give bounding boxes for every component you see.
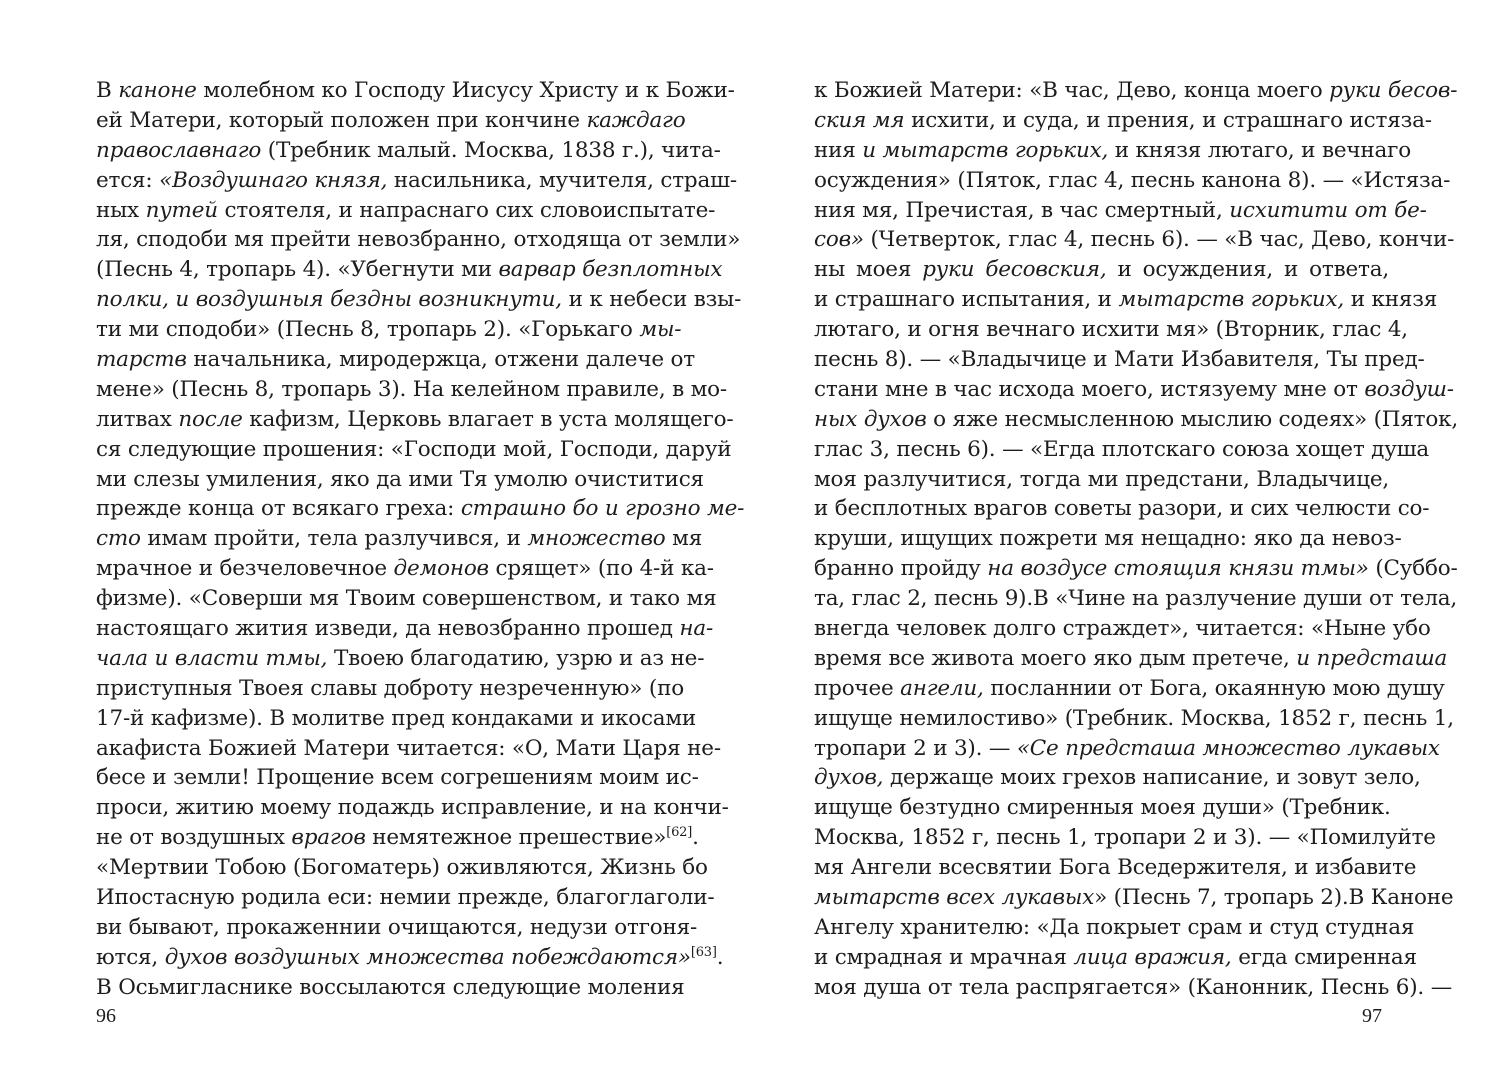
left-page-text bbox=[96, 76, 745, 1003]
text-line: ля, сподоби мя прейти невозбранно, отходяща от земли» bbox=[96, 227, 741, 253]
text-line: Ипостасную родила еси: немии прежде, благоглаголи- bbox=[96, 885, 715, 911]
italic-run: «Се предсташа множество лукавых bbox=[1016, 735, 1440, 761]
text-line: физме). «Соверши мя Твоим совершенством, и тако мя bbox=[96, 586, 717, 612]
text-line: прежде конца от всякаго греха: страшно бо и грозно ме- bbox=[96, 496, 745, 522]
page-number-left: 96 bbox=[96, 1005, 116, 1027]
text-line: мрачное и безчеловечное демонов срящет» (по 4-й ка- bbox=[96, 556, 714, 582]
text-line: Москва, 1852 г, песнь 1, тропари 2 и 3). — «Помилуйте bbox=[814, 825, 1436, 851]
text-line: внегда человек долго страждет», читается: «Ныне убо bbox=[814, 616, 1431, 642]
text-line: к Божией Матери: «В час, Дево, конца моего руки бесов- bbox=[814, 78, 1458, 103]
text-line: ния и мытарств горьких, и князя лютаго, и вечнаго bbox=[814, 137, 1411, 163]
right-page bbox=[814, 76, 1458, 1003]
italic-run: полки, и воздушныя бездны возникнути, bbox=[96, 287, 562, 313]
text-line: ви бывают, прокаженнии очищаются, недузи отгоня- bbox=[96, 914, 698, 940]
left-page bbox=[96, 76, 745, 1003]
right-page-text bbox=[814, 76, 1458, 1003]
text-line: «Мертвии Тобою (Богоматерь) оживляются, Жизнь бо bbox=[96, 855, 708, 881]
text-line: моя душа от тела распрягается» (Канонник, Песнь 6). — bbox=[814, 974, 1453, 1000]
text-line: чала и власти тмы, Твоею благодатию, узрю и аз не- bbox=[96, 645, 705, 671]
text-line: моя разлучитися, тогда ми предстани, Владычице, bbox=[814, 466, 1389, 492]
text-line: полки, и воздушныя бездны возникнути, и к небеси взы- bbox=[96, 287, 742, 313]
text-line: сто имам пройти, тела разлучився, и множество мя bbox=[96, 526, 703, 552]
text-line: ных путей стоятеля, и напраснаго сих словоиспытате- bbox=[96, 197, 716, 223]
text-line: стани мне в час исхода моего, истязуему мне от воздуш- bbox=[814, 376, 1454, 402]
italic-run: варвар безплотных bbox=[498, 257, 723, 283]
text-line: тарств начальника, миродержца, отжени далече от bbox=[96, 347, 695, 373]
text-line: сов» (Четверток, глас 4, песнь 6). — «В час, Дево, кончи- bbox=[814, 227, 1455, 253]
italic-run: мы- bbox=[639, 317, 682, 343]
italic-run: тарств bbox=[96, 347, 187, 373]
italic-run: чала и власти тмы, bbox=[96, 645, 328, 671]
text-line: бесе и земли! Прощение всем согрешениям моим ис- bbox=[96, 765, 699, 791]
text-line: мытарств всех лукавых» (Песнь 7, тропарь 2).В Каноне bbox=[814, 885, 1454, 911]
italic-run: ския мя bbox=[814, 107, 905, 133]
text-line: и смрадная и мрачная лица вражия, егда смиренная bbox=[814, 944, 1417, 970]
text-line: акафиста Божией Матери читается: «О, Мати Царя не- bbox=[96, 735, 721, 761]
text-line: осуждения» (Пяток, глас 4, песнь канона 8). — «Истяза- bbox=[814, 167, 1451, 193]
italic-run: воздуш- bbox=[1364, 376, 1454, 402]
text-line: ны моея руки бесовския, и осуждения, и ответа, bbox=[814, 257, 1389, 283]
italic-run: «Воздушнаго князя, bbox=[159, 167, 388, 193]
text-line: ния мя, Пречистая, в час смертный, исхитити от бе- bbox=[814, 197, 1427, 223]
text-line: песнь 8). — «Владычице и Мати Избавителя, Ты пред- bbox=[814, 347, 1425, 373]
text-line: глас 3, песнь 6). — «Егда плотскаго союза хощет душа bbox=[814, 436, 1430, 462]
text-line: 17-й кафизме). В молитве пред кондаками и икосами bbox=[96, 705, 697, 731]
text-line: настоящаго жития изведи, да невозбранно прошед на- bbox=[96, 616, 714, 642]
italic-run: сто bbox=[96, 526, 141, 552]
italic-run: демонов bbox=[393, 556, 489, 582]
italic-run: православнаго bbox=[96, 137, 262, 163]
text-line: та, глас 2, песнь 9).В «Чине на разлучение души от тела, bbox=[814, 586, 1458, 612]
text-line: В каноне молебном ко Господу Иисусу Христу и к Божи- bbox=[96, 78, 735, 103]
text-line: литвах после кафизм, Церковь влагает в уста молящего- bbox=[96, 406, 734, 432]
text-line: лютаго, и огня вечнаго исхити мя» (Вторник, глас 4, bbox=[814, 317, 1408, 343]
text-line: (Песнь 4, тропарь 4). «Убегнути ми варвар безплотных bbox=[96, 257, 723, 283]
italic-run: ангели, bbox=[900, 675, 984, 701]
text-line: приступныя Твоея славы доброту незреченную» (по bbox=[96, 675, 684, 701]
text-line: мене» (Песнь 8, тропарь 3). На келейном правиле, в мо- bbox=[96, 376, 727, 402]
text-line: тропари 2 и 3). — «Се предсташа множество лукавых bbox=[814, 735, 1440, 761]
text-line: ся следующие прошения: «Господи мой, Господи, даруй bbox=[96, 436, 732, 462]
text-line: В Осьмигласнике воссылаются следующие моления bbox=[96, 974, 685, 1000]
italic-run: врагов bbox=[291, 825, 366, 851]
italic-run: лица вражия, bbox=[1073, 944, 1232, 970]
text-line: ных духов о яже несмысленною мыслию содеях» (Пяток, bbox=[814, 406, 1458, 432]
italic-run: руки бесовския, bbox=[922, 257, 1107, 283]
text-line: ми слезы умиления, яко да ими Тя умолю очиститися bbox=[96, 466, 704, 492]
italic-run: и мытарств горьких, bbox=[862, 137, 1109, 163]
text-line: ти ми сподоби» (Песнь 8, тропарь 2). «Горькаго мы- bbox=[96, 317, 682, 343]
text-line: ются, духов воздушных множества побеждаются»[63]. bbox=[96, 944, 724, 970]
page-number-right: 97 bbox=[1362, 1005, 1382, 1027]
italic-run: на- bbox=[679, 616, 714, 642]
text-line: ищуще немилостиво» (Требник. Москва, 1852 г, песнь 1, bbox=[814, 705, 1454, 731]
text-line: время все живота моего яко дым претече, и предсташа bbox=[814, 645, 1448, 671]
text-line: прочее ангели, посланнии от Бога, окаянную мою душу bbox=[814, 675, 1445, 701]
italic-run: после bbox=[178, 406, 243, 432]
italic-run: духов воздушных множества побеждаются» bbox=[164, 944, 691, 970]
text-line: бранно пройду на воздусе стоящия князи тмы» (Суббо- bbox=[814, 556, 1458, 582]
italic-run: руки бесов- bbox=[1329, 78, 1458, 103]
italic-run: множество bbox=[527, 526, 666, 552]
text-line: ищуще безтудно смиренныя моея души» (Требник. bbox=[814, 795, 1391, 821]
text-line: православнаго (Требник малый. Москва, 1838 г.), чита- bbox=[96, 137, 721, 163]
italic-run: мытарств всех лукавых bbox=[814, 885, 1095, 911]
text-line: и бесплотных врагов советы разори, и сих челюсти со- bbox=[814, 496, 1430, 522]
italic-run: ных духов bbox=[814, 406, 927, 432]
text-line: не от воздушных врагов немятежное прешествие»[62]. bbox=[96, 825, 699, 851]
footnote-reference[interactable]: [62] bbox=[666, 825, 693, 841]
text-line: и страшнаго испытания, и мытарств горьких, и князя bbox=[814, 287, 1438, 313]
italic-run: страшно бо и грозно ме- bbox=[460, 496, 745, 522]
italic-run: сов» bbox=[814, 227, 864, 253]
italic-run: духов, bbox=[814, 765, 884, 791]
text-line: ется: «Воздушнаго князя, насильника, мучителя, страш- bbox=[96, 167, 737, 193]
text-line: духов, держаще моих грехов написание, и зовут зело, bbox=[814, 765, 1421, 791]
italic-run: мытарств горьких, bbox=[1118, 287, 1345, 313]
text-line: круши, ищущих пожрети мя нещадно: яко да невоз- bbox=[814, 526, 1402, 552]
italic-run: на воздусе стоящия князи тмы» bbox=[987, 556, 1369, 582]
footnote-reference[interactable]: [63] bbox=[690, 944, 717, 960]
italic-run: путей bbox=[145, 197, 218, 223]
text-line: ския мя исхити, и суда, и прения, и страшнаго истяза- bbox=[814, 107, 1432, 133]
italic-run: каноне bbox=[118, 78, 197, 103]
italic-run: исхитити от бе- bbox=[1229, 197, 1427, 223]
text-line: Ангелу хранителю: «Да покрыет срам и студ студная bbox=[814, 914, 1415, 940]
text-line: ей Матери, который положен при кончине каждаго bbox=[96, 107, 686, 133]
italic-run: и предсташа bbox=[1296, 645, 1448, 671]
text-line: проси, житию моему подаждь исправление, и на кончи- bbox=[96, 795, 729, 821]
italic-run: каждаго bbox=[586, 107, 686, 133]
text-line: мя Ангели всесвятии Бога Вседержителя, и избавите bbox=[814, 855, 1417, 881]
